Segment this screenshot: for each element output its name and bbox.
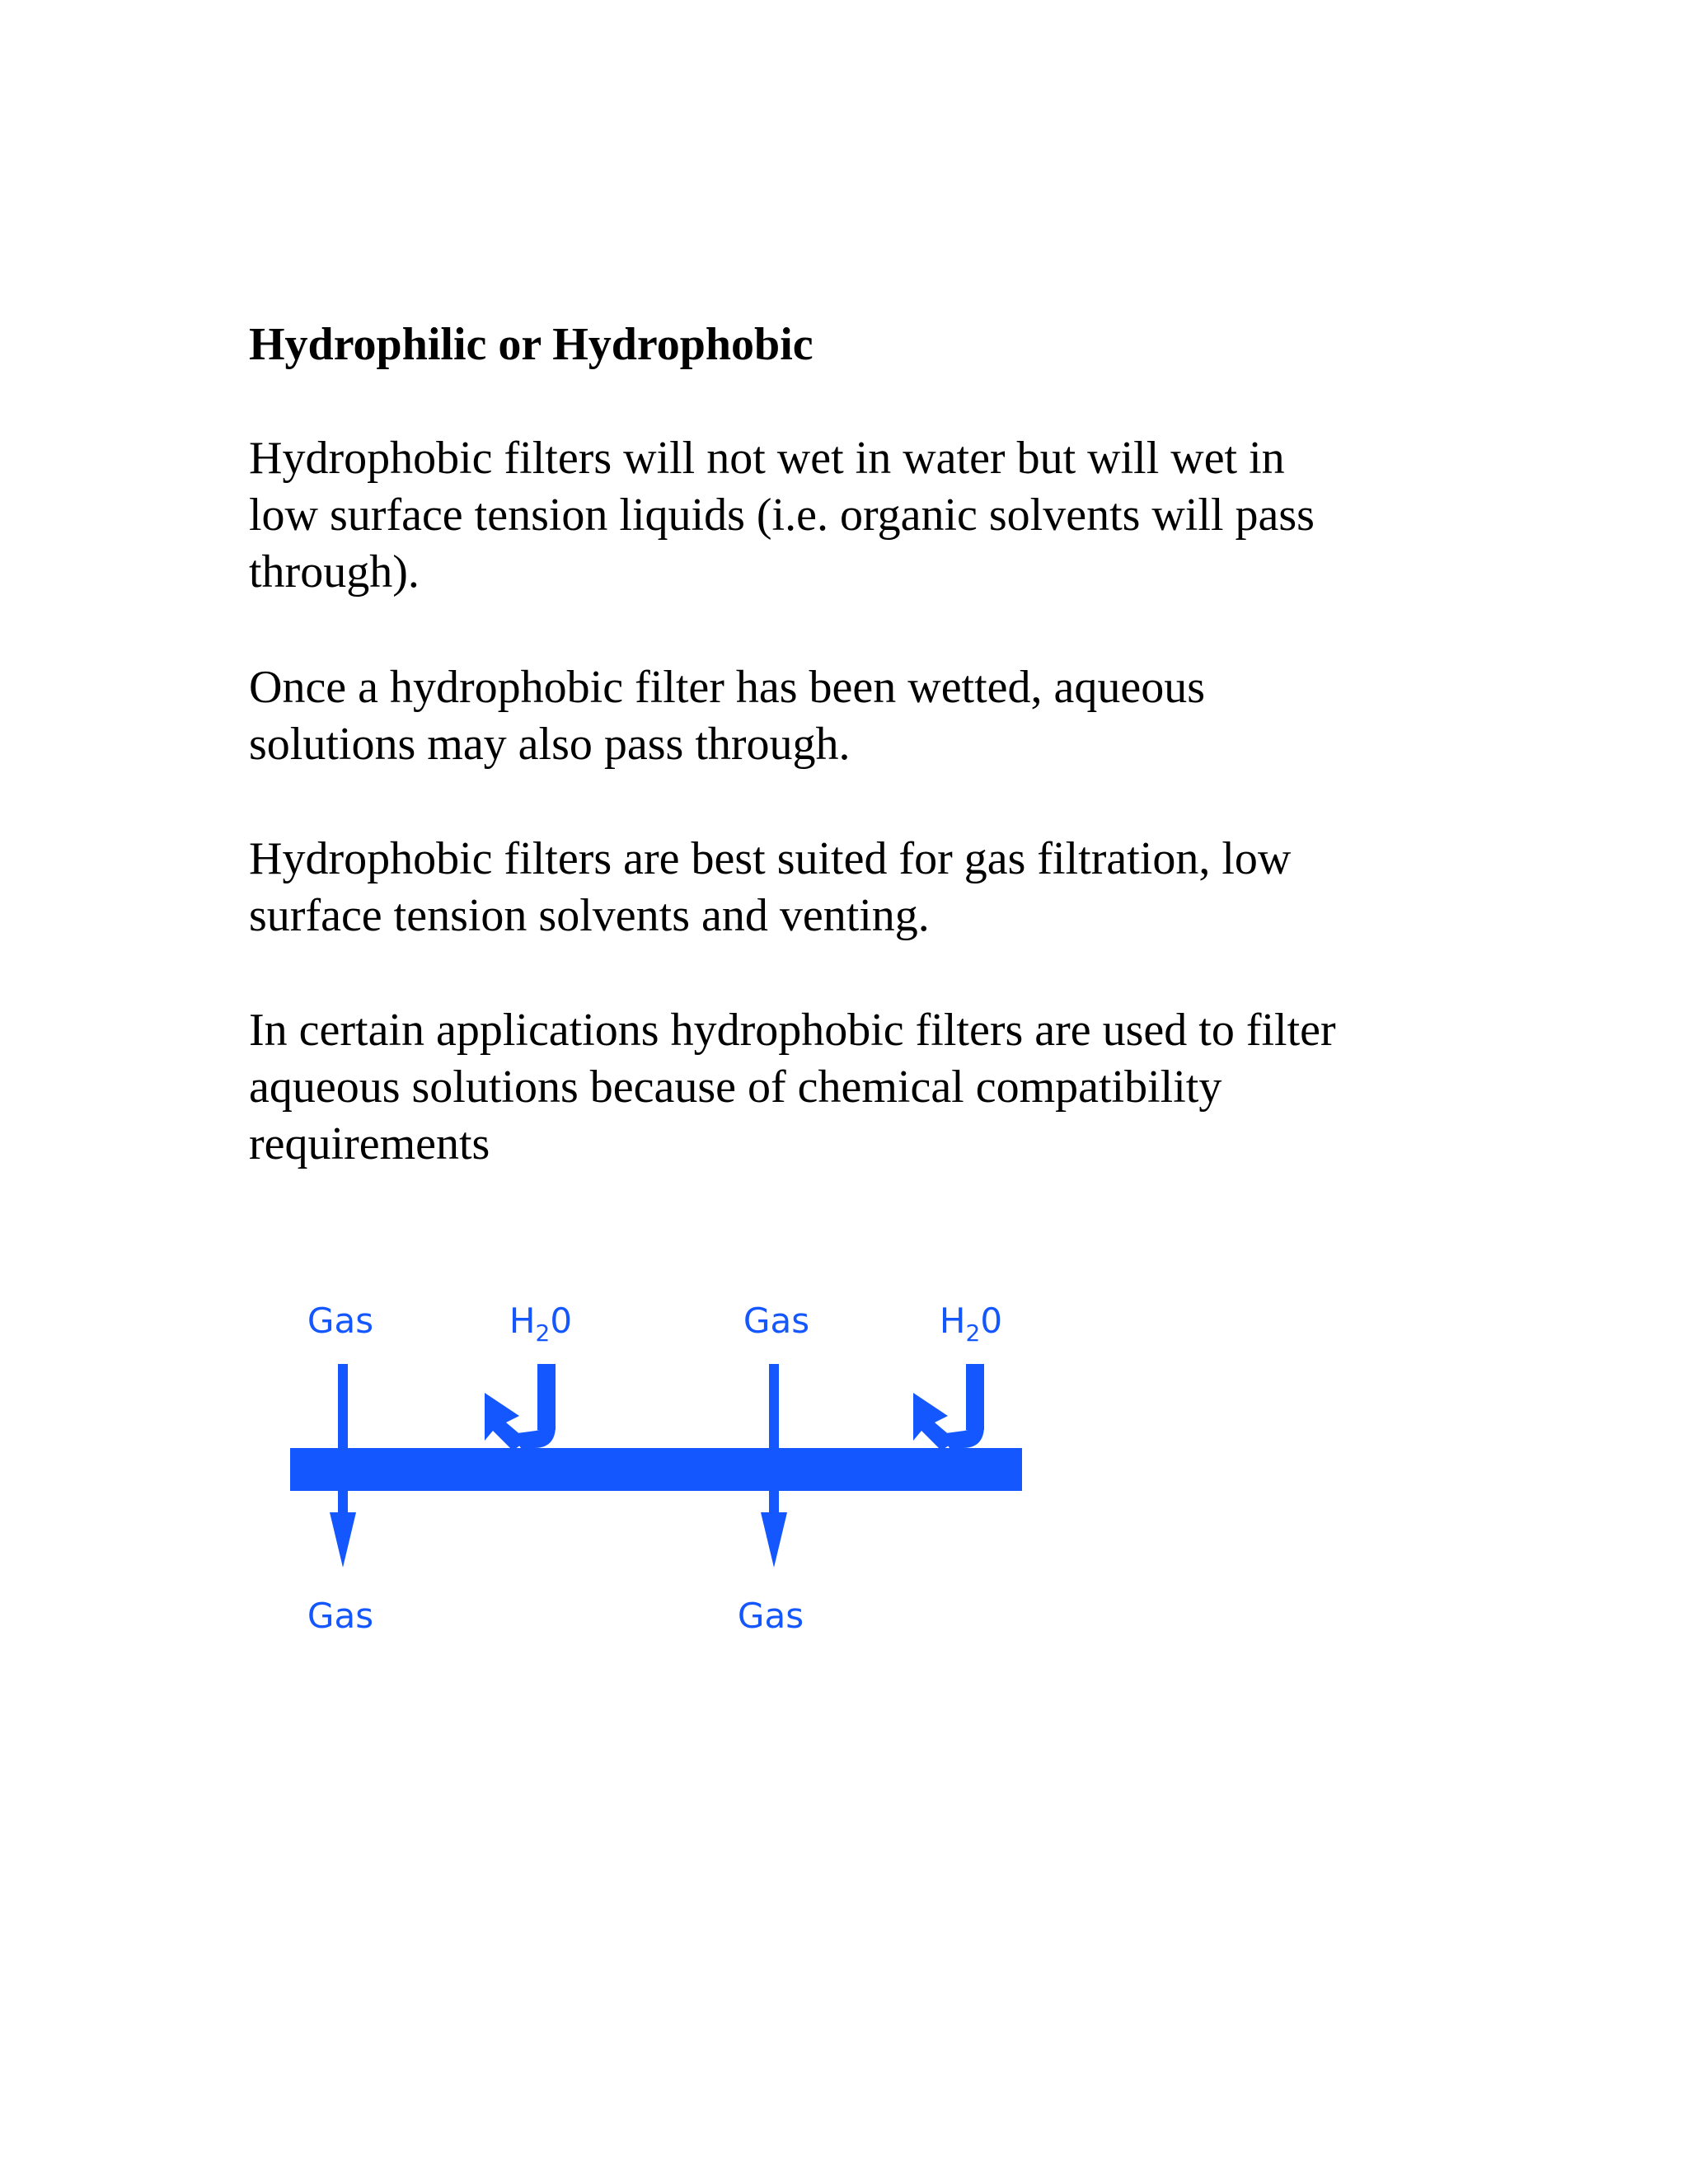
paragraph-hydrophobic-wetting: Hydrophobic filters will not wet in water but will wet in low surface tension liquids (i.e. organic solvents will pass through). bbox=[249, 433, 1315, 598]
paragraph-wetted-filter: Once a hydrophobic filter has been wetted, aqueous solutions may also pass through. bbox=[249, 662, 1206, 770]
label-gas-bottom-1: Gas bbox=[307, 1596, 374, 1636]
page-title: Hydrophilic or Hydrophobic bbox=[249, 319, 814, 370]
paragraph-best-suited: Hydrophobic filters are best suited for gas filtration, low surface tension solvents and venting. bbox=[249, 833, 1292, 941]
label-gas-bottom-2: Gas bbox=[737, 1596, 804, 1636]
water-repel-arrow-2 bbox=[913, 1364, 984, 1451]
label-gas-top-1: Gas bbox=[307, 1301, 374, 1341]
label-gas-top-2: Gas bbox=[743, 1301, 810, 1341]
label-h2o-top-2: $H_20$ bbox=[939, 1301, 1003, 1347]
water-repel-arrow-1 bbox=[485, 1364, 557, 1451]
label-h2o-top-1: $H_20$ bbox=[509, 1301, 573, 1347]
filter-membrane bbox=[290, 1448, 1022, 1491]
paragraph-applications: In certain applications hydrophobic filters are used to filter aqueous solutions because of chemical compatibility requirements bbox=[249, 1005, 1336, 1169]
